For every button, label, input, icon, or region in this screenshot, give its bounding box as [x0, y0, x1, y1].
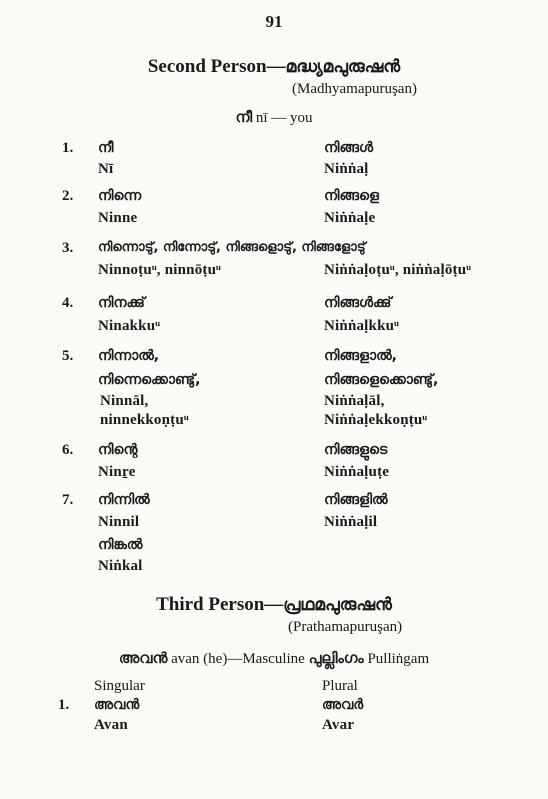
plural-malayalam-alt: നിങ്ങളെക്കൊണ്ടു്,	[324, 372, 439, 388]
plural-malayalam: നിങ്ങൾക്കു്	[324, 295, 392, 311]
singular-malayalam: നിന്നാൽ,	[98, 348, 160, 364]
plural-malayalam: നിങ്ങളെ	[324, 188, 379, 204]
row-number: 3.	[62, 240, 74, 256]
gloss-malayalam-word: അവൻ	[118, 649, 168, 667]
singular-malayalam: നിന്റെ	[98, 442, 138, 458]
second-person-gloss	[0, 108, 548, 127]
plural-transliteration: Niṅṅaḷuṭe	[324, 464, 390, 480]
singular-malayalam: നിനക്കു്	[98, 295, 145, 311]
plural-transliteration: Niṅṅaḷ	[324, 161, 369, 177]
plural-transliteration: Avar	[322, 717, 355, 733]
third-person-heading	[0, 594, 548, 616]
singular-transliteration: Ninakkuͧ	[98, 318, 161, 334]
third-person-gloss	[0, 649, 548, 668]
singular-transliteration: Ninne	[98, 210, 138, 226]
plural-malayalam: നിങ്ങളിൽ	[324, 492, 388, 508]
row-number: 6.	[62, 442, 74, 458]
gloss-text: avan (he)—Masculine	[171, 651, 305, 667]
second-person-heading	[0, 56, 548, 78]
plural-label: Plural	[322, 678, 358, 694]
singular-transliteration-alt: Niṅkal	[98, 558, 143, 574]
plural-transliteration: Niṅṅaḷāl,	[324, 393, 385, 409]
second-person-heading-malayalam: മദ്ധ്യമപുരുഷൻ	[285, 57, 401, 77]
row-number: 1.	[58, 697, 70, 713]
second-person-transliteration: (Madhyamapuruşan)	[292, 81, 417, 97]
row-number: 1.	[62, 140, 74, 156]
row-number: 5.	[62, 348, 74, 364]
third-person-heading-english: Third Person—	[156, 594, 284, 615]
plural-malayalam: നിങ്ങളുടെ	[324, 442, 388, 458]
singular-transliteration: Avan	[94, 717, 128, 733]
plural-malayalam: നിങ്ങളാൽ,	[324, 348, 397, 364]
plural-transliteration-alt: Niṅṅaḷekkoṇṭuͧ	[324, 412, 428, 428]
singular-transliteration: Ninnil	[98, 514, 140, 530]
singular-transliteration: Ninṟe	[98, 464, 136, 480]
third-person-heading-malayalam: പ്രഥമപുരുഷൻ	[283, 595, 392, 615]
gloss-malayalam-word: നീ	[235, 108, 253, 126]
singular-malayalam: അവൻ	[94, 697, 140, 713]
gloss-malayalam-word-2: പുല്ലിംഗം	[308, 649, 364, 667]
singular-malayalam-alt: നിന്നെക്കൊണ്ടു്,	[98, 372, 201, 388]
third-person-transliteration: (Prathamapuruşan)	[288, 619, 403, 635]
plural-transliteration: Niṅṅaḷkkuͧ	[324, 318, 400, 334]
row-number: 7.	[62, 492, 74, 508]
singular-transliteration: Ninnoṭuͧ, ninnōṭuͧ	[98, 262, 222, 278]
page-number: 91	[265, 12, 283, 31]
singular-malayalam: നിന്നിൽ	[98, 492, 150, 508]
singular-malayalam-alt: നിങ്കൽ	[98, 537, 143, 553]
plural-malayalam: നിങ്ങൾ	[324, 140, 374, 156]
singular-malayalam: നിന്നൊടു്, നിന്നോടു്, നിങ്ങളൊടു്, നിങ്ങളോടു്	[98, 240, 366, 255]
gloss-text-end: Pulliṅgam	[367, 651, 430, 667]
singular-malayalam: നീ	[98, 140, 114, 156]
singular-transliteration: Nī	[98, 161, 114, 177]
second-person-heading-english: Second Person—	[147, 56, 286, 77]
singular-label: Singular	[94, 678, 145, 694]
plural-transliteration: Niṅṅaḷil	[324, 514, 378, 530]
singular-transliteration: Ninnāl,	[100, 393, 149, 409]
singular-malayalam: നിന്നെ	[98, 188, 142, 204]
row-number: 2.	[62, 188, 74, 204]
plural-transliteration: Niṅṅaḷoṭuͧ, niṅṅaḷōṭuͧ	[324, 262, 472, 278]
singular-transliteration-alt: ninnekkoṇṭuͧ	[100, 412, 189, 428]
plural-malayalam: അവർ	[322, 697, 364, 713]
gloss-text: nī — you	[255, 110, 313, 126]
plural-transliteration: Niṅṅaḷe	[324, 210, 376, 226]
row-number: 4.	[62, 295, 74, 311]
